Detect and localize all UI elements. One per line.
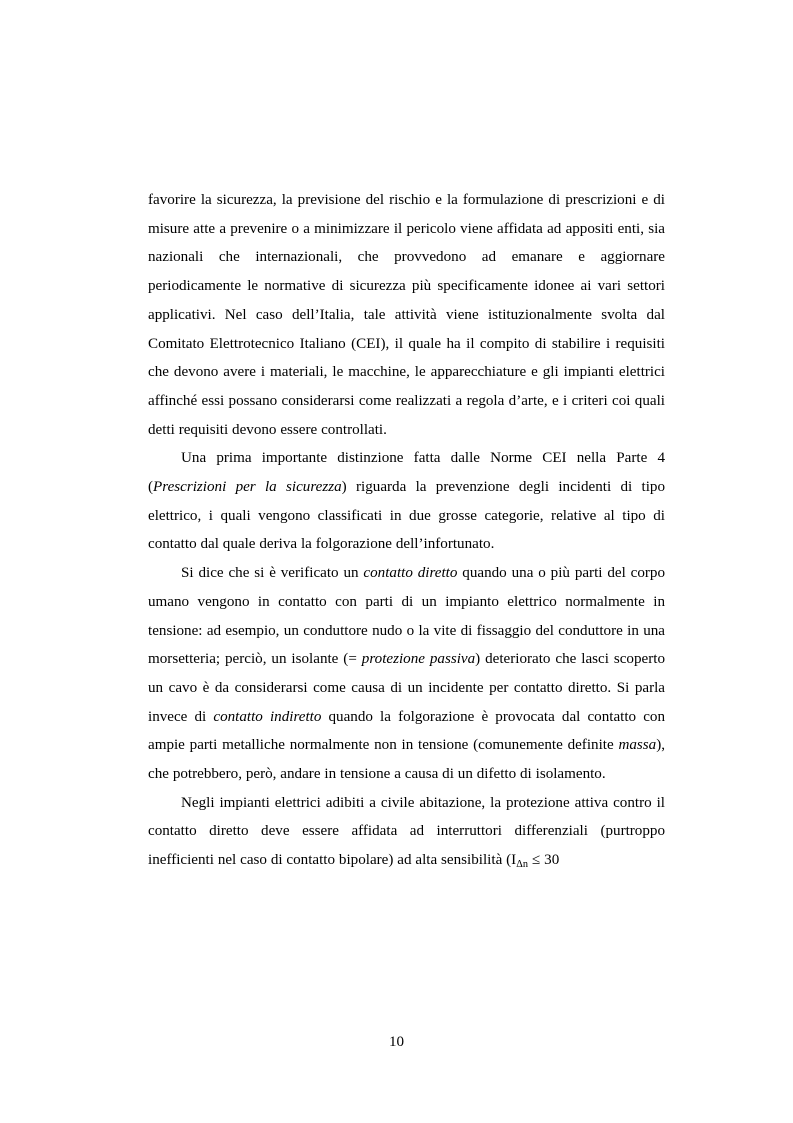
text-run: ≤ 30 [528, 852, 560, 869]
paragraph-2 [148, 444, 665, 559]
text-run: quando la folgorazione è provocata dal contatto con ampie parti metalliche normalmente non in tensione (comunemente definite [148, 708, 665, 754]
italic-term-protezione-passiva: protezione passiva [361, 651, 476, 668]
text-run: favorire la sicurezza, la previsione del rischio e la formulazione di prescrizioni e di misure atte a prevenire o a minimizzare il pericolo viene affidata ad appositi enti, sia nazionali che internazionali, che provvedono ad emanare e aggiornare periodicamente le normative di sicurezza più specificamente idonee ai vari settori applicativi. Nel caso dell’Italia, tale attività viene istituzionalmente svolta dal Comitato Elettrotecnico Italiano (CEI), il quale ha il compito di stabilire i requisiti che devono avere i materiali, le macchine, le apparecchiature e gli impianti elettrici affinché essi possano considerarsi come realizzati a regola d’arte, e i criteri coi quali detti requisiti devono essere controllati. [148, 192, 665, 438]
text-run: ) deteriorato che lasci scoperto un cavo è da considerarsi come causa di un incidente per contatto diretto. Si parla invece di [148, 651, 665, 725]
text-run: ), che potrebbero, però, andare in tensione a causa di un difetto di isolamento. [148, 737, 665, 783]
paragraph-1 [148, 186, 665, 444]
paragraph-3 [148, 559, 665, 789]
text-run: Si dice che si è verificato un [181, 565, 364, 582]
text-run: ) riguarda la prevenzione degli incidenti di tipo elettrico, i quali vengono classificati in due grosse categorie, relative al tipo di contatto dal quale deriva la folgorazione dell’infortunato. [148, 479, 665, 553]
italic-term-contatto-diretto: contatto diretto [363, 565, 458, 582]
page-number: 10 [388, 1034, 405, 1050]
text-run: Una prima importante distinzione fatta dalle Norme CEI nella Parte 4 ( [148, 450, 665, 496]
paragraph-4 [148, 789, 665, 880]
italic-term-prescrizioni-per-la-sicurezza: Prescrizioni per la sicurezza [153, 479, 342, 496]
italic-term-contatto-indiretto: contatto indiretto [213, 708, 322, 725]
text-run: Negli impianti elettrici adibiti a civile abitazione, la protezione attiva contro il contatto diretto deve essere affidata ad interruttori differenziali (purtroppo inefficienti nel caso di contatto bipolare) ad alta sensibilità (I [148, 794, 665, 869]
italic-term-massa: massa [618, 737, 657, 754]
body-text-column [148, 186, 665, 880]
subscript-delta-n: Δn [516, 859, 529, 871]
text-run: quando una o più parti del corpo umano vengono in contatto con parti di un impianto elettrico normalmente in tensione: ad esempio, un conduttore nudo o la vite di fissaggio del conduttore in una morsetteria; perciò, un isolante (= [148, 565, 666, 668]
